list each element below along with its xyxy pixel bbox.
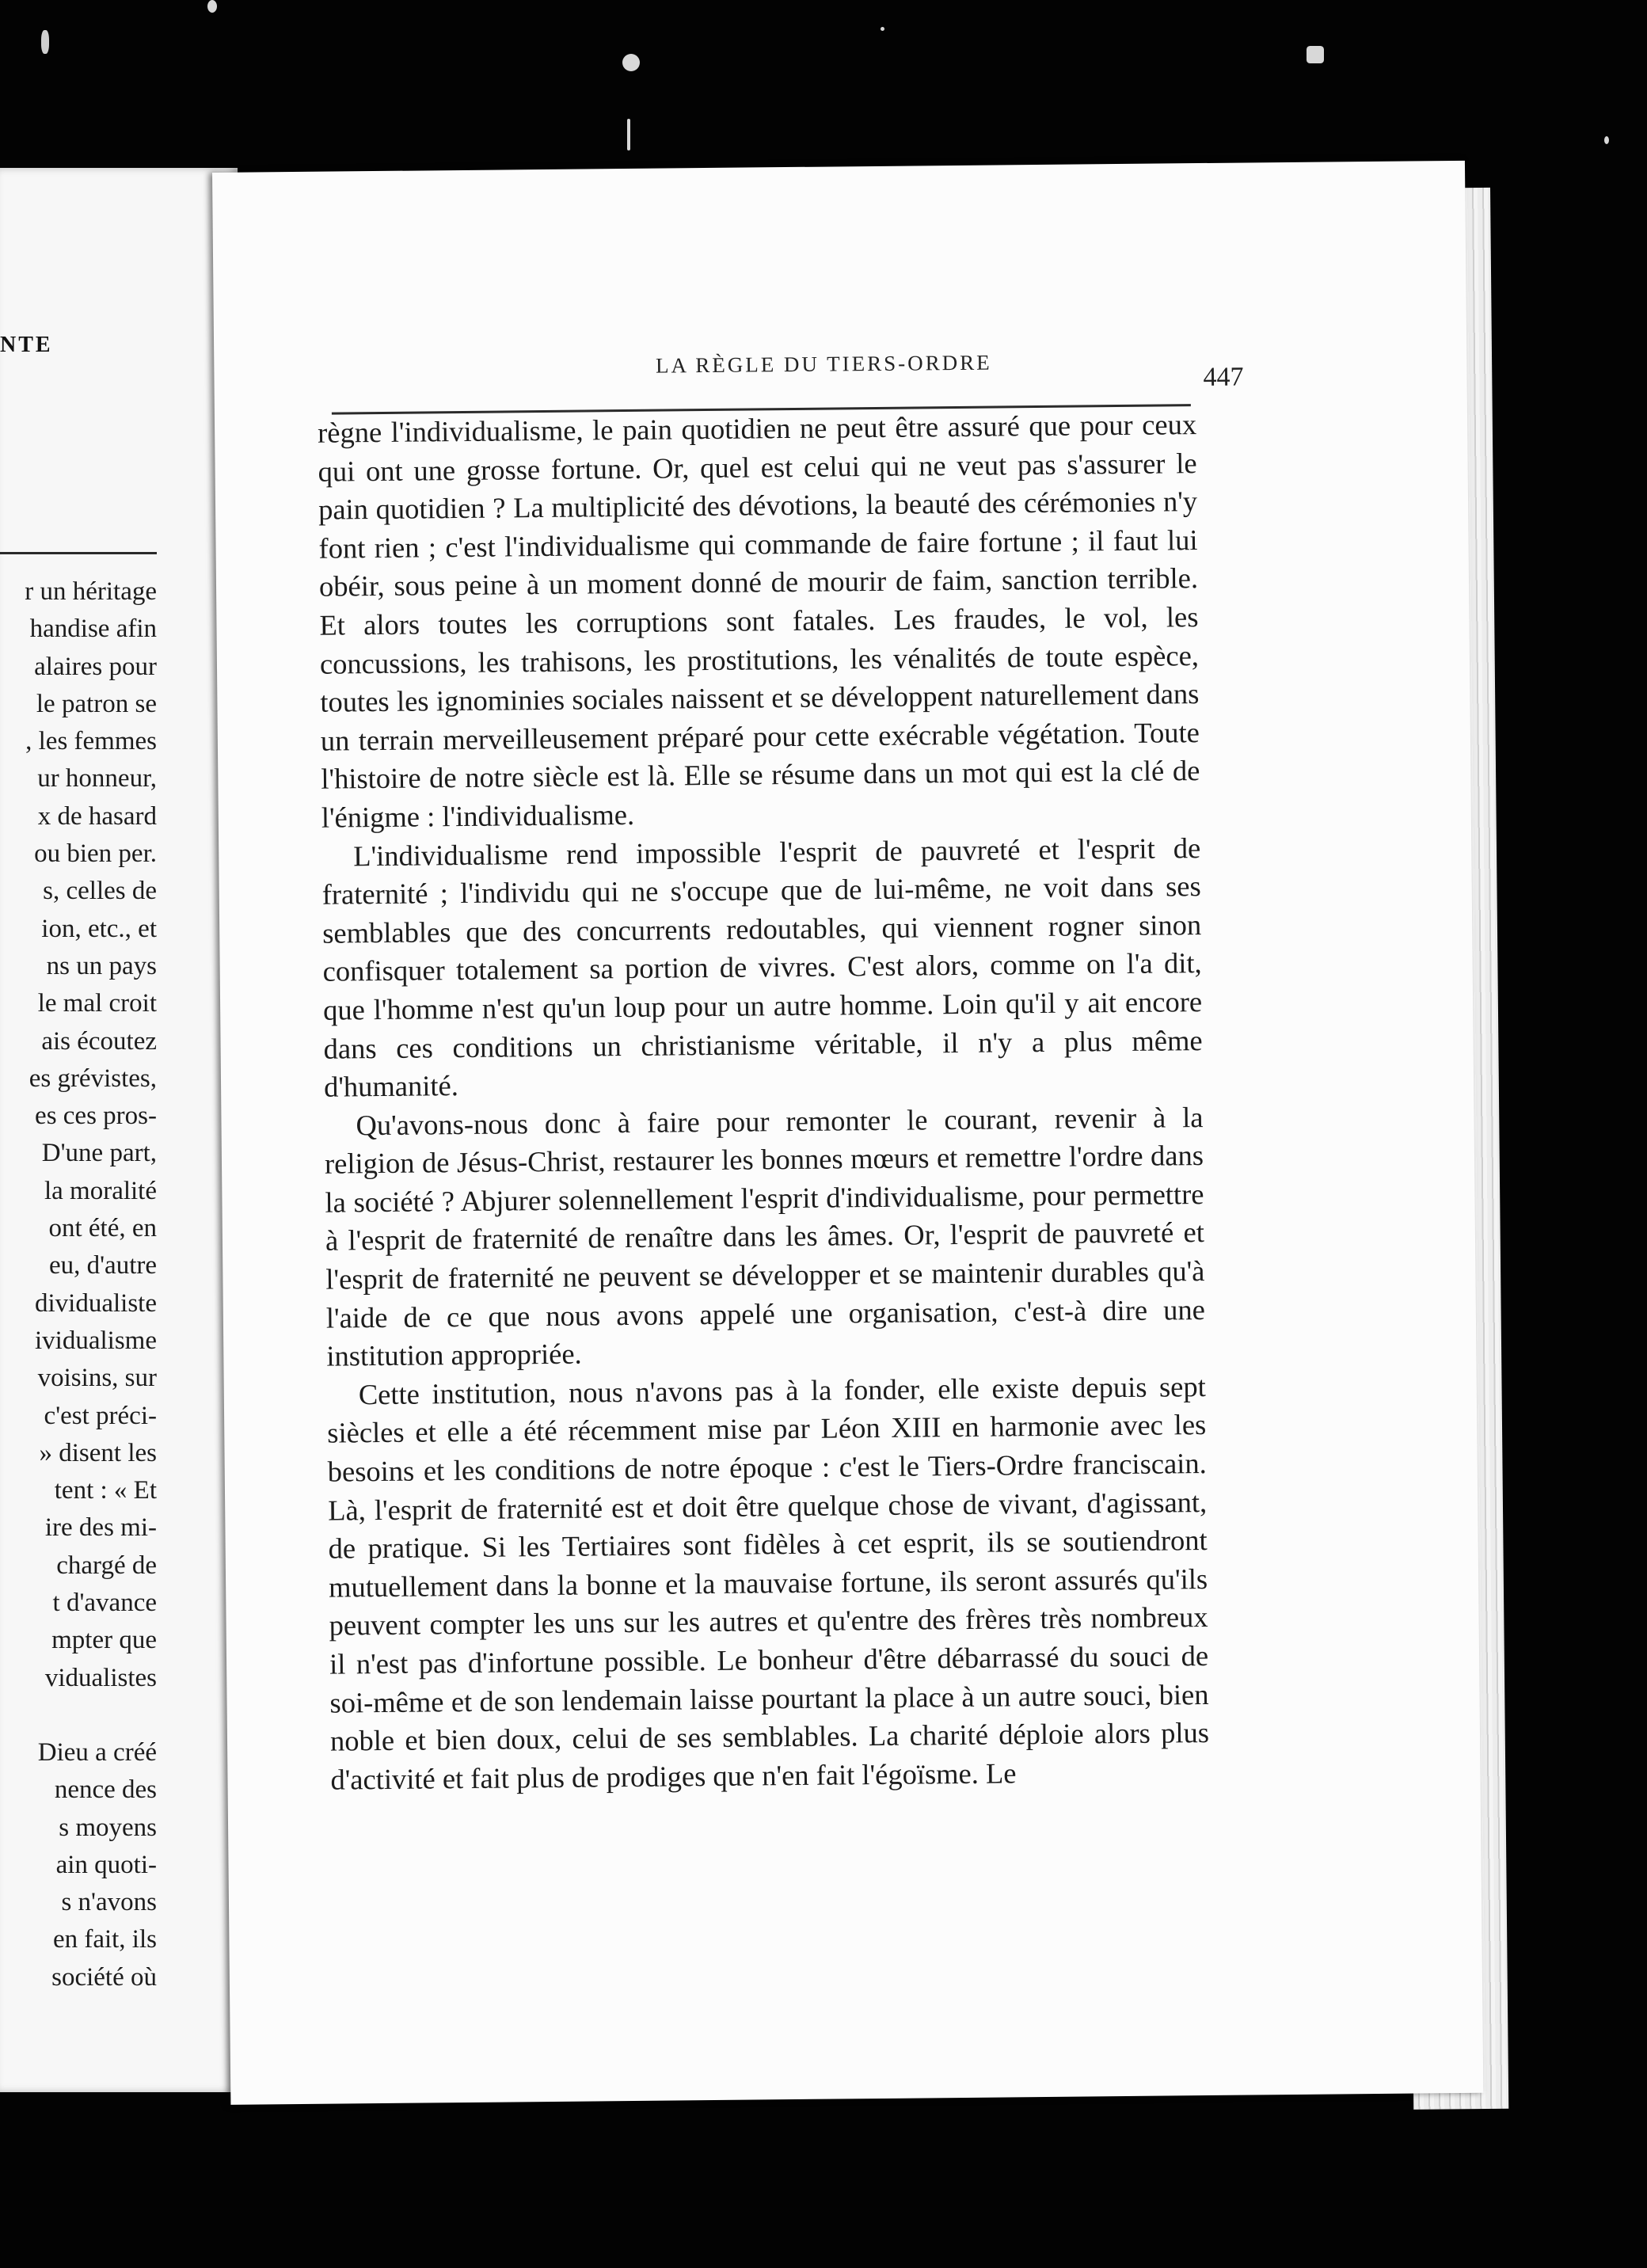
left-page-text [25, 573, 157, 1996]
left-text-line: x de hasard [37, 801, 157, 831]
left-text-line: alaires pour [34, 652, 157, 681]
left-text-line: Dieu a créé [37, 1737, 157, 1767]
paragraph: L'individualisme rend impossible l'esprit de pauvreté et l'esprit de fraternité ; l'individu qui ne s'occupe que de lui-même, ne voit dans ses semblables que des concurrents redoutables, qui viennent rogner sinon confisquer totalement sa portion de vivres. C'est alors, comme on l'a dit, que l'homme n'est qu'un loup pour un autre homme. Loin qu'il y ait encore dans ces conditions un christianisme véritable, il n'y a plus même d'humanité. [321, 831, 1203, 1103]
left-header-rule [0, 552, 157, 554]
left-text-line: D'une part, [41, 1139, 157, 1168]
left-text-line: r un héritage [25, 577, 157, 606]
left-text-line: ividualisme [35, 1326, 157, 1355]
dust-speck [1307, 46, 1324, 63]
left-text-line: c'est préci- [44, 1401, 157, 1430]
left-text-line: s, celles de [43, 877, 157, 906]
left-text-line: t d'avance [52, 1589, 157, 1618]
left-text-line: eu, d'autre [48, 1251, 157, 1281]
dust-speck [41, 30, 49, 54]
left-text-line: le mal croit [37, 989, 157, 1018]
left-text-line: vidualistes [44, 1663, 157, 1692]
left-text-line: es grévistes, [29, 1064, 157, 1093]
paragraph-gap [25, 1697, 157, 1734]
left-text-line: es ces pros- [35, 1102, 157, 1131]
left-facing-page [0, 168, 238, 2092]
paragraph: Qu'avons-nous donc à faire pour remonter le courant, revenir à la religion de Jésus-Christ, restaurer les bonnes mœurs et remettre l'ordre dans la société ? Abjurer solennellement l'esprit d'individualisme, pour permettre à l'esprit de fraternité de renaître dans les âmes. Or, l'esprit de pauvreté et l'esprit de fraternité ne peuvent se développer et se maintenir durables qu'à l'aide de ce que nous avons appelé une organisation, c'est-à dire une institution appropriée. [324, 1100, 1206, 1372]
page-number: 447 [1203, 362, 1244, 392]
left-text-line: tent : « Et [54, 1476, 157, 1505]
dust-speck [1604, 136, 1609, 144]
left-text-line: handise afin [29, 615, 157, 644]
left-text-line: ain quoti- [55, 1850, 157, 1879]
left-text-line: dividualiste [35, 1288, 157, 1318]
left-text-line: s moyens [59, 1813, 157, 1842]
paragraph: règne l'individualisme, le pain quotidien ne peut être assuré que pour ceux qui ont une grosse fortune. Or, quel est celui qui ne veut pas s'assurer le pain quotidien ? La multiplicité des dévotions, la beauté des cérémonies n'y font rien ; c'est l'individualisme qui commande de faire fortune ; il faut lui obéir, sous peine à un moment donné de mourir de faim, sanction terrible. Et alors toutes les corruptions sont fatales. Les fraudes, le vol, les concussions, les trahisons, les prostitutions, les vénalités de toute espèce, toutes les ignominies sociales naissent et se développent naturellement dans un terrain merveilleusement préparé pour cette exécrable végétation. Toute l'histoire de notre siècle est là. Elle se résume dans un mot qui est la clé de l'énigme : l'individualisme. [317, 408, 1200, 834]
running-head: LA RÈGLE DU TIERS-ORDRE [655, 350, 992, 378]
left-text-line: société où [51, 1962, 157, 1992]
left-text-line: nence des [54, 1775, 157, 1805]
left-text-line: mpter que [51, 1626, 157, 1655]
left-text-line: la moralité [44, 1176, 157, 1205]
left-text-line: ion, etc., et [41, 914, 157, 943]
left-text-line: chargé de [56, 1551, 157, 1580]
left-text-line: ns un pays [46, 951, 157, 980]
left-text-line: » disent les [39, 1438, 157, 1467]
left-text-line: ou bien per. [34, 839, 157, 869]
left-text-line: le patron se [36, 689, 157, 718]
left-text-line: ire des mi- [44, 1513, 157, 1543]
left-text-line: ais écoutez [41, 1026, 157, 1056]
dust-speck [627, 119, 630, 150]
left-text-line: voisins, sur [37, 1364, 157, 1393]
left-running-head: NTE [0, 333, 53, 357]
left-text-line: ur honneur, [37, 764, 157, 793]
dust-speck [622, 54, 640, 71]
paragraph: Cette institution, nous n'avons pas à la fonder, elle existe depuis sept siècles et elle a été récemment mise par Léon XIII en harmonie avec les besoins et les conditions de notre époque : c'est le Tiers-Ordre franciscain. Là, l'esprit de fraternité est et doit être quelque chose de vivant, d'agissant, de pratique. Si les Tertiaires sont fidèles à cet esprit, ils se soutiendront mutuellement dans la bonne et la mauvaise fortune, ils seront assurés qu'ils peuvent compter les uns sur les autres et qu'entre des frères très nombreux il n'est pas d'infortune possible. Le bonheur d'être débarrassé du souci de soi-même et de son lendemain laisse pourtant la place à un autre souci, bien noble et bien doux, celui de ses semblables. La charité déploie alors plus d'activité et fait plus de prodiges que n'en fait l'égoïsme. Le [327, 1369, 1210, 1796]
left-text-line: ont été, en [48, 1214, 157, 1243]
dust-speck [881, 27, 884, 31]
left-text-line: en fait, ils [52, 1925, 157, 1954]
dust-speck [207, 0, 217, 13]
book-page [212, 161, 1483, 2105]
left-text-line: s n'avons [61, 1888, 157, 1917]
body-text [318, 405, 1210, 1799]
left-text-line: , les femmes [25, 727, 157, 756]
